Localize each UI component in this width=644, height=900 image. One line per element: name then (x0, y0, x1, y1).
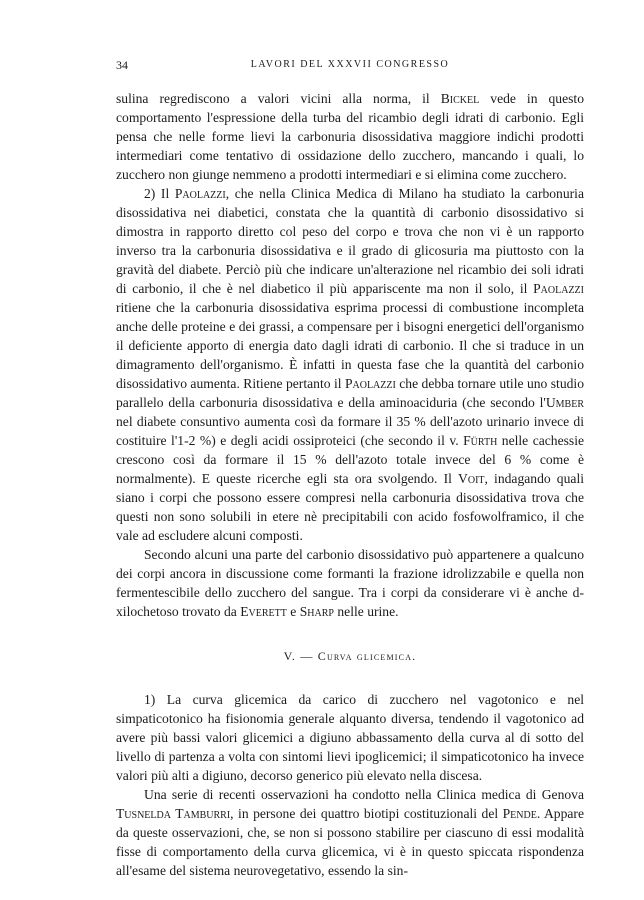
running-title: LAVORI DEL XXXVII CONGRESSO (250, 59, 450, 70)
section-heading: V. — Curva glicemica. (283, 649, 417, 663)
author-name: Tusnelda Tamburri (116, 806, 231, 821)
paragraph-3: Secondo alcuni una parte del carbonio disossidativo può appartenere a qualcuno dei corpi ancora in discussione come formanti la frazione idrolizzabile e quella non fermentescibile dello zucchero del sangue. Tra i corpi da considerare vi è anche d-xilochetoso trovato da Everett e Sharp nelle urine. (116, 547, 584, 619)
paragraph-2: 2) Il Paolazzi, che nella Clinica Medica di Milano ha studiato la carbonuria disossidativa nei diabetici, constata che la quantità di carbonio disossidativo si dimostra in rapporto diretto col peso del corpo e trova che non vi è un rapporto inverso tra la carbonuria disossidativa e il grado di glicosuria ma piuttosto con la gravità del diabete. Perciò più che indicare un'alterazione nel ricambio dei soli idrati di carbonio, il che è nel diabetico il più appariscente ma non il solo, il Paolazzi ritiene che la carbonuria disossidativa esprima processi di combustione incompleta anche delle proteine e dei grassi, a compensare per i bisogni energetici dell'organismo il deficiente apporto di energia dato dagli idrati di carbonio. Il che si traduce in un dimagramento dell'organismo. È infatti in questa fase che la quantità del carbonio disossidativo aumenta. Ritiene pertanto il Paolazzi che debba tornare utile uno studio parallelo della carbonuria disossidativa e della aminoaciduria (che secondo l'Umber nel diabete consuntivo aumenta così da formare il 35 % dell'azoto urinario invece di costituire l'1-2 %) e degli acidi ossiproteici (che secondo il v. Fürth nelle cachessie crescono così da formare il 15 % dell'azoto totale invece del 6 % come è normalmente). E queste ricerche egli sta ora svolgendo. Il Voit, indagando quali siano i corpi che possono essere compresi nella carbonuria disossidativa trova che questi non sono solubili in etere nè precipitabili con acido fosfowolframico, il che vale ad escludere alcuni composti. (116, 186, 585, 543)
paragraph-1: sulina regrediscono a valori vicini alla norma, il Bickel vede in questo comportamento l'espressione della turba del ricambio degli idrati di carbonio. Egli pensa che nelle forme lievi la carbonuria disossidativa maggiore indichi prodotti intermediari come tentativo di ossidazione dello zucchero, mancando i quali, lo zucchero non giunge nemmeno a prodotti intermediari e si elimina come zucchero. (116, 91, 585, 182)
author-name: Paolazzi (344, 376, 396, 391)
author-name: Pende (502, 806, 537, 821)
paragraph-5: Una serie di recenti osservazioni ha condotto nella Clinica medica di Genova Tusnelda Tamburri, in persone dei quattro biotipi costituzionali del Pende. Appare da queste osservazioni, che, se non si possono stabilire per ciascuno di essi modalità fisse di comportamento della curva glicemica, vi è in questo spiccata rispondenza all'esame del sistema neurovegetativo, essendo la sin- (116, 787, 584, 878)
section-title: Curva glicemica. (317, 649, 417, 663)
author-name: Everett (240, 604, 287, 619)
body-text (116, 89, 584, 880)
author-name: Sharp (299, 604, 334, 619)
author-name: Fürth (463, 433, 498, 448)
page-number: 34 (116, 58, 128, 72)
author-name: Umber (545, 395, 584, 410)
author-name: Paolazzi (533, 281, 584, 296)
author-name: Paolazzi (174, 186, 226, 201)
paragraph-4: 1) La curva glicemica da carico di zucchero nel vagotonico e nel simpaticotonico ha fisionomia generale alquanto diversa, tendendo il vagotonico ad avere più bassi valori glicemici a digiuno abbassamento della curva al di sotto del livello di partenza a volta con sintomi lievi ipoglicemici; il simpaticotonico ha invece valori più alti a digiuno, decorso generico più elevato nella discesa. (116, 692, 584, 783)
page-header (116, 58, 584, 74)
author-name: Voit (458, 471, 485, 486)
author-name: Bickel (440, 91, 480, 106)
